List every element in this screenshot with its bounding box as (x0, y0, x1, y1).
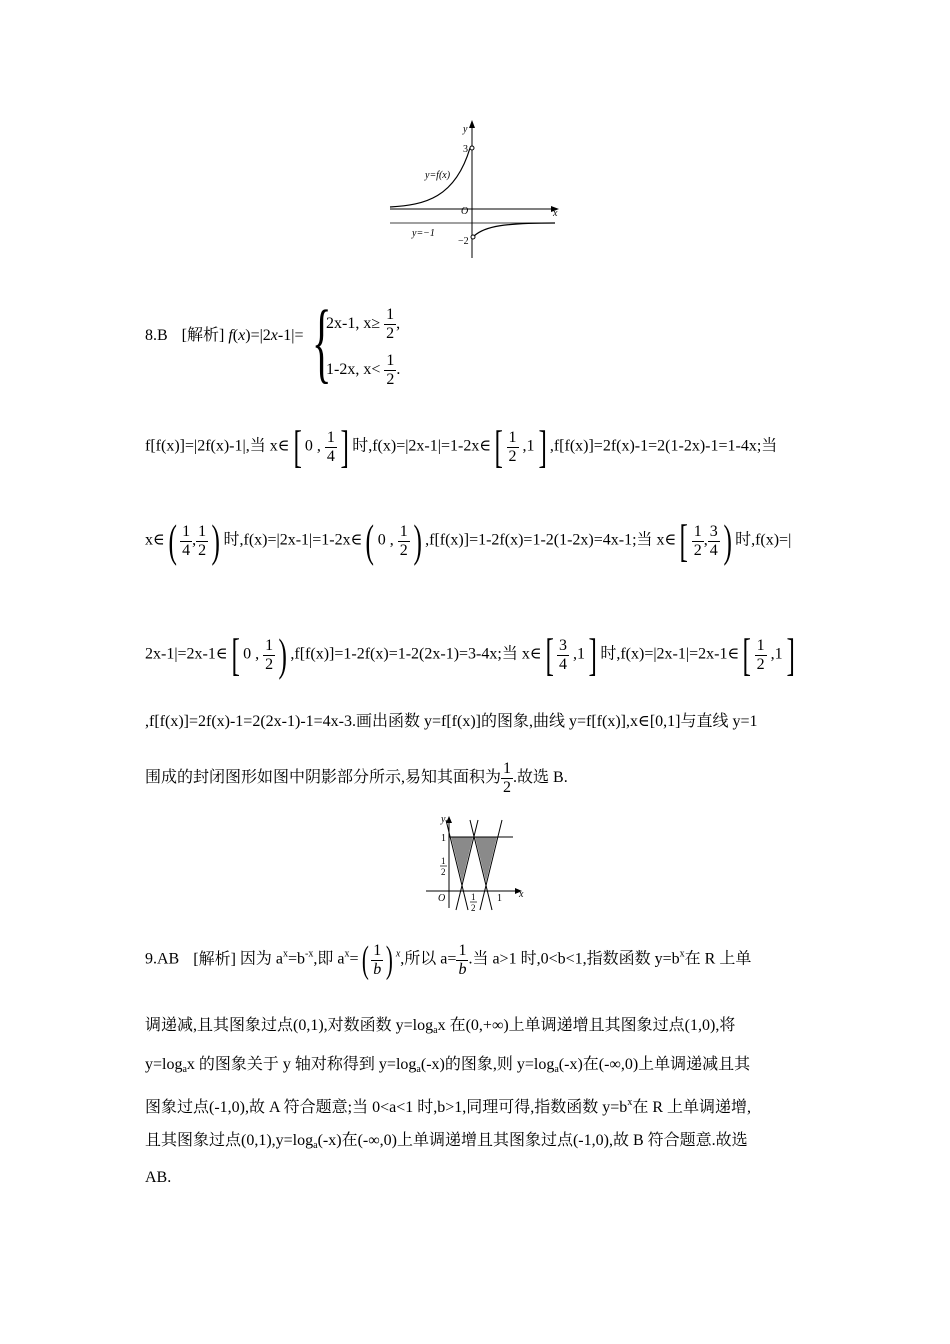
svg-text:2: 2 (471, 903, 476, 912)
q8-case1: 2x-1, x≥ $\frac{1}{2}$ , (326, 306, 401, 342)
q9-tag: [解析] (193, 950, 236, 968)
x-tick-1-label: 1 (497, 893, 502, 904)
exponential-graph (385, 118, 565, 263)
tick-1-label: 1 (441, 833, 446, 844)
origin-label: O (461, 206, 469, 217)
q8-number: 8.B (145, 327, 168, 344)
svg-text:2: 2 (441, 867, 446, 877)
right-curve (474, 223, 555, 236)
tick-3-label: 3 (463, 144, 468, 155)
open-point-3 (470, 146, 474, 150)
q8-line3: 2x-1|=2x-1∈[ 0 , $\frac{1}{2}$ ) ,f[f(x)]=1-2f(x)=1-2(2x-1)=3-4x;当 x∈[ $\frac{3}{4}$ ,1] 时,f(x)=|2x-1|=2x-1∈[ $\frac{1}{2}$ ,1] (145, 629, 795, 680)
q8-case2: 1-2x, x< $\frac{1}{2}$ . (326, 352, 401, 388)
y-axis-label: y (441, 814, 446, 825)
shaded-region-right (475, 837, 497, 882)
q8-line1: f[f(x)]=|2f(x)-1|,当 x∈[ 0 , $\frac{1}{4}$ ] 时,f(x)=|2x-1|=1-2x∈[ $\frac{1}{2}$ ,1] ,f[f(x)]=2f(x)-1=2(1-2x)-1=1-4x;当 (145, 421, 778, 472)
svg-text:1: 1 (471, 892, 476, 902)
shaded-region-left (451, 837, 473, 882)
q9-line6: AB. (145, 1169, 172, 1186)
q9-line3: $y=\log_ax$ 的图象关于 y 轴对称得到 $y=\log_a(-x)$的图象,则 $y=\log_a(-x)$在(-∞,0)上单调递减且其 (145, 1056, 751, 1075)
asymptote-label: y=−1 (412, 228, 435, 239)
piecewise-brace: { (312, 293, 332, 392)
q8-line4: ,f[f(x)]=2f(x)-1=2(2x-1)-1=4x-3.画出函数 y=f[f(x)]的图象,曲线 y=f[f(x)],x∈[0,1]与直线 y=1 (145, 713, 758, 730)
q8-line2: x∈( $\frac{1}{4}$ , $\frac{1}{2}$ ) 时,f(x)=|2x-1|=1-2x∈( 0 , $\frac{1}{2}$ ) ,f[f(x)]=1-2f(x)=1-2(1-2x)=4x-1;当 x∈[ $\frac{1}{2}$ , $\frac{3}{4}$ ) 时,f(x)=| (145, 515, 792, 566)
open-point-minus2 (471, 235, 475, 239)
q9-line5: 且其图象过点$(0,1),y=\log_a(-x)$在(-∞,0)上单调递增且其图象过点(-1,0),故 B 符合题意.故选 (145, 1132, 748, 1151)
curve-label: y=f(x) (425, 170, 451, 181)
q9-line2: 调递减,且其图象过点(0,1),对数函数 $y=\log_ax$ 在(0,+∞)上单调递增且其图象过点(1,0),将 (145, 1017, 736, 1036)
q9-line4: 图象过点(-1,0),故 A 符合题意;当 0<a<1 时,b>1,同理可得,指数函数 $y=b^x$在 R 上单调递增, (145, 1097, 751, 1116)
shaded-area-graph (418, 812, 533, 912)
tick-minus2-label: −2 (458, 236, 469, 247)
q8-tag: [解析] (181, 327, 225, 344)
y-axis-label: y (463, 124, 468, 135)
q9-number: 9.AB (145, 950, 180, 968)
q9-line1: 9.AB [解析] 因为 $a^x=b^{-x}$,即 $a^x=$( $\frac{1}{b}$ ) $^x$,所以 a= $\frac{1}{b}$ .当 a>1 时,0<b<1,指数函数 $y=b^x$在 R 上单 (145, 939, 752, 981)
q8-header: 8.B [解析] f(x)=|2x-1|= (145, 327, 304, 344)
y-axis-arrow (469, 120, 475, 128)
origin-label: O (438, 893, 446, 904)
x-axis-label: x (519, 889, 524, 900)
q8-line5: 围成的封闭图形如图中阴影部分所示,易知其面积为 $\frac{1}{2}$ .故选 B. (145, 760, 568, 796)
svg-text:1: 1 (441, 856, 446, 866)
x-axis-label: x (553, 208, 558, 219)
